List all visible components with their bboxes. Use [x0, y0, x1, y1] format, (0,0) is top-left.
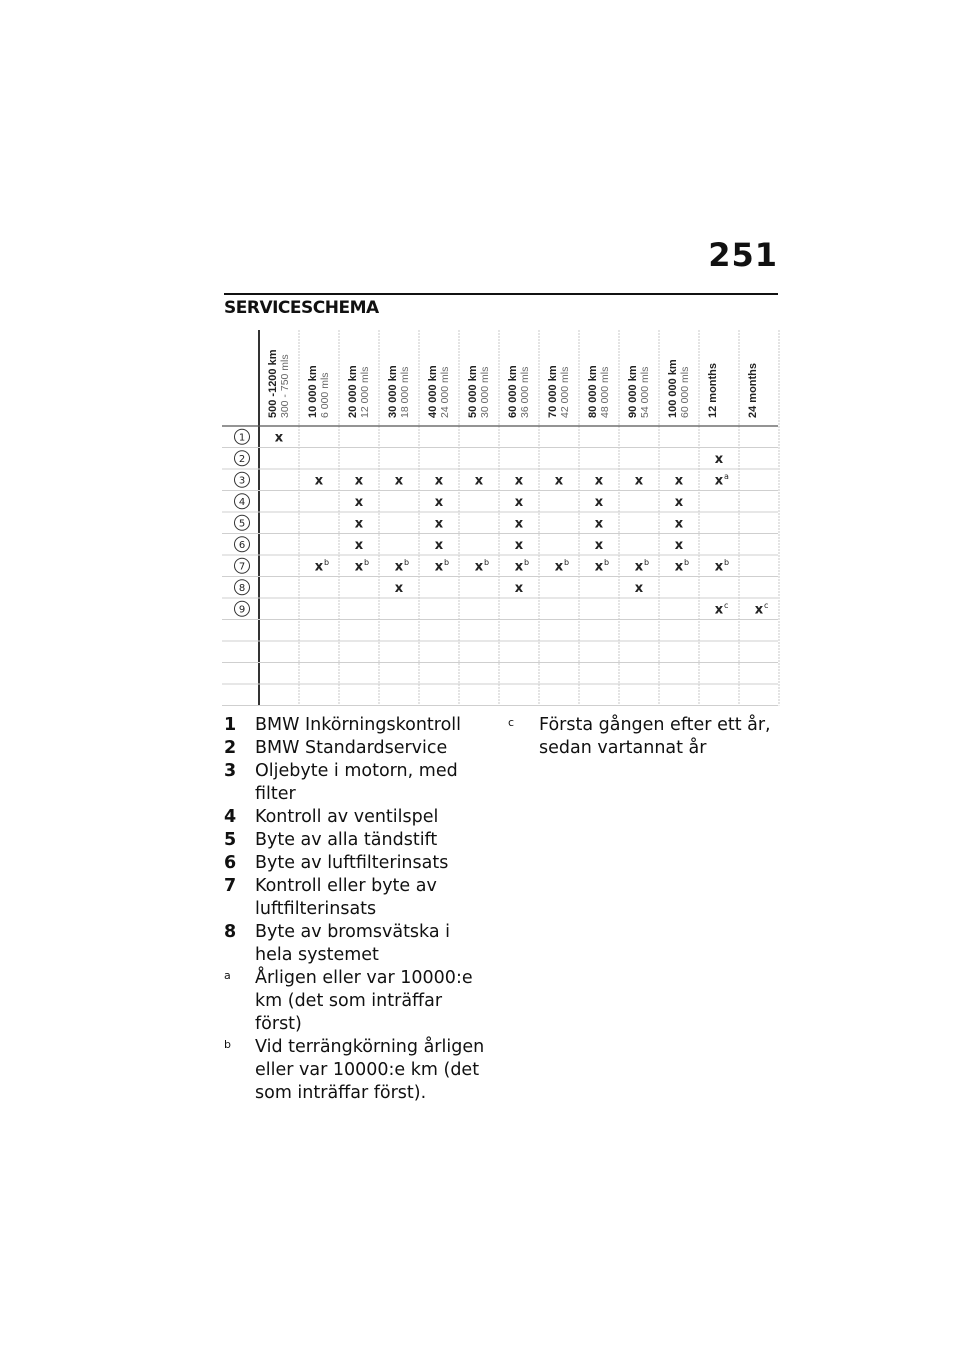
service-mark: x [514, 559, 524, 575]
legend-key: 3 [224, 761, 237, 781]
legend-item [224, 714, 486, 737]
service-mark-footnote: b [724, 557, 730, 567]
legend-text: Kontroll av ventilspel [255, 807, 439, 827]
service-mark: x [434, 473, 444, 489]
service-mark: x [594, 559, 604, 575]
service-mark: x [554, 559, 564, 575]
legend-item [224, 806, 486, 829]
service-mark: x [434, 537, 444, 553]
service-mark: x [674, 473, 684, 489]
service-mark: x [514, 580, 524, 596]
service-mark: x [354, 559, 364, 575]
column-header-primary: 40 000 km [427, 365, 439, 418]
service-mark: x [354, 537, 364, 553]
service-mark-footnote: b [364, 557, 370, 567]
service-mark: x [554, 473, 564, 489]
row-number: 4 [238, 496, 246, 508]
column-header-primary: 20 000 km [347, 365, 359, 418]
row-number: 8 [238, 582, 246, 594]
service-mark: x [514, 537, 524, 553]
column-header-primary: 12 months [707, 362, 719, 418]
column-header-primary: 30 000 km [387, 365, 399, 418]
column-header-secondary: 36 000 mls [519, 366, 531, 418]
column-header-primary: 10 000 km [307, 365, 319, 418]
column-header-secondary: 300 - 750 mls [279, 354, 291, 418]
service-mark: x [594, 516, 604, 532]
legend-text: Byte av luftfilterinsats [255, 853, 449, 873]
service-mark: x [314, 473, 324, 489]
column-header-primary: 100 000 km [667, 359, 679, 418]
legend-text: Oljebyte i motorn, med filter [255, 761, 458, 804]
column-header-secondary: 24 000 mls [439, 366, 451, 418]
row-number: 5 [238, 518, 246, 530]
service-mark: x [674, 516, 684, 532]
service-mark-footnote: b [524, 557, 530, 567]
legend-right [508, 714, 778, 760]
service-mark-footnote: b [484, 557, 490, 567]
footnote-key: a [224, 969, 231, 982]
column-header-primary: 70 000 km [547, 365, 559, 418]
row-number: 1 [238, 432, 246, 444]
legend-text: Byte av bromsvätska i hela systemet [255, 922, 451, 965]
column-header-secondary: 6 000 mls [319, 372, 331, 418]
service-mark: x [634, 580, 644, 596]
footnote-key: c [508, 716, 515, 729]
legend-item [224, 852, 486, 875]
legend-key: 8 [224, 922, 237, 942]
legend-item [224, 737, 486, 760]
column-header-primary: 50 000 km [467, 365, 479, 418]
column-header-secondary: 54 000 mls [639, 366, 651, 418]
footnote-text: Årligen eller var 10000:e km (det som inträffar först) [255, 968, 473, 1034]
service-mark: x [354, 473, 364, 489]
service-mark-footnote: c [764, 600, 769, 610]
service-mark-footnote: a [724, 471, 729, 481]
service-mark-footnote: b [564, 557, 570, 567]
legend-key: 6 [224, 853, 237, 873]
legend-item [224, 829, 486, 852]
legend-item [224, 921, 486, 967]
service-mark: x [434, 559, 444, 575]
service-mark: x [594, 537, 604, 553]
row-number: 9 [238, 604, 246, 616]
column-header-secondary: 30 000 mls [479, 366, 491, 418]
service-mark: x [474, 473, 484, 489]
column-header-secondary: 48 000 mls [599, 366, 611, 418]
service-mark-footnote: b [444, 557, 450, 567]
service-mark: x [634, 559, 644, 575]
service-mark: x [394, 473, 404, 489]
service-mark-footnote: b [644, 557, 650, 567]
service-mark: x [354, 494, 364, 510]
footnote-text: Vid terrängkörning årligen eller var 10000:e km (det som inträffar först). [255, 1037, 485, 1103]
legend-item [224, 875, 486, 921]
service-mark: x [434, 494, 444, 510]
service-mark: x [274, 430, 284, 446]
legend-item [224, 760, 486, 806]
service-mark: x [354, 516, 364, 532]
legend-text: Byte av alla tändstift [255, 830, 438, 850]
column-header-secondary: 12 000 mls [359, 366, 371, 418]
footnote-key: b [224, 1038, 231, 1051]
service-mark-footnote: c [724, 600, 729, 610]
service-mark: x [514, 473, 524, 489]
service-mark: x [714, 451, 724, 467]
service-mark-footnote: b [684, 557, 690, 567]
service-mark: x [474, 559, 484, 575]
service-mark: x [394, 559, 404, 575]
legend-text: Kontroll eller byte av luftfilterinsats [255, 876, 437, 919]
service-mark: x [714, 602, 724, 618]
section-title: SERVICESCHEMA [224, 298, 379, 318]
page-number: 251 [708, 236, 778, 274]
legend-key: 7 [224, 876, 237, 896]
service-mark-footnote: b [404, 557, 410, 567]
service-mark: x [754, 602, 764, 618]
legend-key: 4 [224, 807, 237, 827]
row-number: 2 [238, 453, 246, 465]
service-mark: x [594, 494, 604, 510]
column-header-primary: 24 months [747, 362, 759, 418]
service-mark: x [594, 473, 604, 489]
row-number: 6 [238, 539, 246, 551]
legend-key: 2 [224, 738, 237, 758]
service-mark: x [314, 559, 324, 575]
column-header-secondary: 42 000 mls [559, 366, 571, 418]
service-mark: x [714, 559, 724, 575]
footnote-item [224, 967, 486, 1036]
service-mark: x [514, 516, 524, 532]
service-mark: x [634, 473, 644, 489]
row-number: 7 [238, 561, 246, 573]
service-mark: x [674, 537, 684, 553]
row-number: 3 [238, 475, 246, 487]
footnote-item [224, 1036, 486, 1105]
column-header-secondary: 18 000 mls [399, 366, 411, 418]
footnote-item [508, 714, 778, 760]
column-header-primary: 90 000 km [627, 365, 639, 418]
service-mark: x [674, 494, 684, 510]
service-mark: x [674, 559, 684, 575]
service-mark-footnote: b [604, 557, 610, 567]
column-header-primary: 60 000 km [507, 365, 519, 418]
service-mark-footnote: b [324, 557, 330, 567]
legend-left [224, 714, 486, 1105]
service-mark: x [714, 473, 724, 489]
column-header-secondary: 60 000 mls [679, 366, 691, 418]
legend-key: 5 [224, 830, 237, 850]
service-mark: x [514, 494, 524, 510]
service-mark: x [434, 516, 444, 532]
footnote-text: Första gången efter ett år, sedan vartannat år [539, 715, 771, 758]
column-header-primary: 80 000 km [587, 365, 599, 418]
legend-text: BMW Standardservice [255, 738, 448, 758]
legend-key: 1 [224, 715, 237, 735]
legend-text: BMW Inkörningskontroll [255, 715, 462, 735]
column-header-primary: 500 -1200 km [267, 349, 279, 418]
service-mark: x [394, 580, 404, 596]
